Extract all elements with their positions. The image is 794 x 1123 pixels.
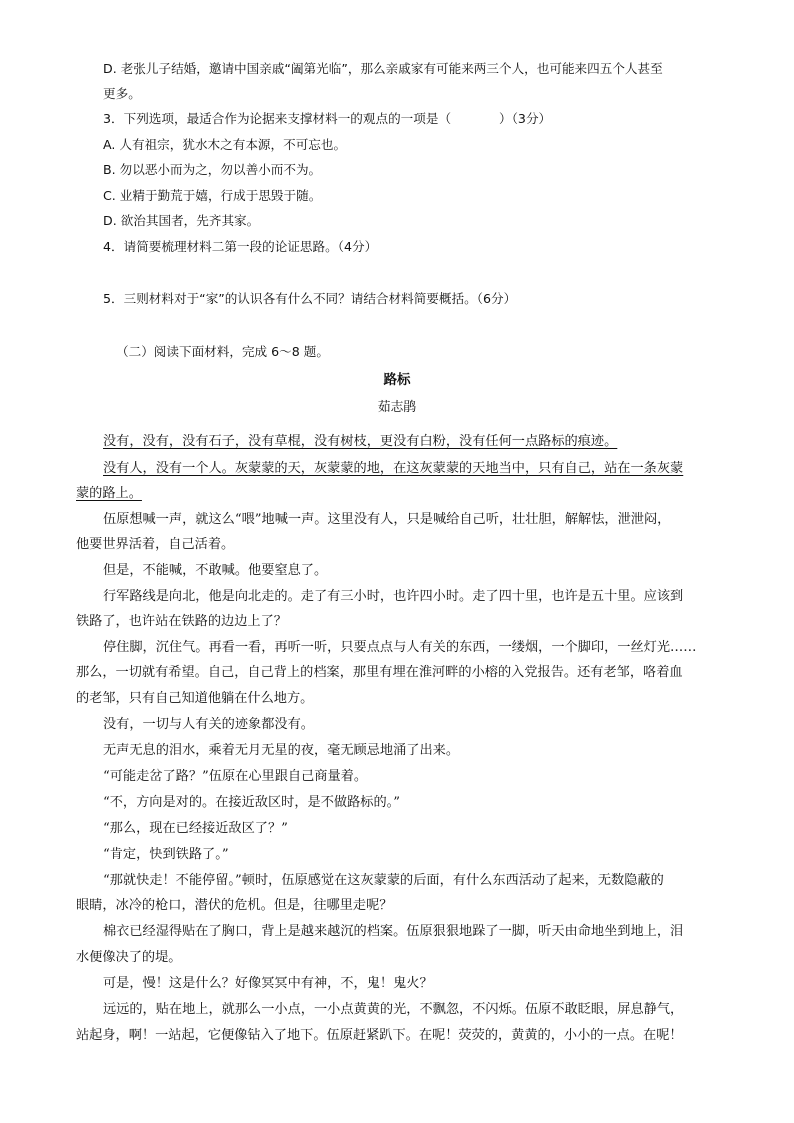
q3-option-d: D. 欲治其国者，先齐其家。 bbox=[103, 213, 260, 228]
story-line: 站起身，啊！一站起，它便像钻入了地下。伍原赶紧趴下。在呢！荧荧的，黄黄的，小小的一点。在呢！ bbox=[76, 1028, 683, 1043]
story-line: 远远的，贴在地上，就那么一小点，一小点黄黄的光，不飘忽，不闪烁。伍原不敢眨眼，屏息静气， bbox=[103, 1002, 684, 1017]
story-line: “那么，现在已经接近敌区了？” bbox=[103, 821, 288, 836]
story-line: “肯定，快到铁路了。” bbox=[103, 847, 229, 862]
story-line: 铁路了，也许站在铁路的边边上了？ bbox=[76, 614, 287, 629]
story-line: 水便像决了的堤。 bbox=[76, 950, 182, 965]
q3-stem-after: ）（3分） bbox=[499, 111, 552, 126]
q3-option-c: C. 业精于勤荒于嬉，行成于思毁于随。 bbox=[103, 188, 322, 203]
q2-option-d-line1: D. 老张儿子结婚，邀请中国亲戚“阖第光临”，那么亲戚家有可能来两三个人，也可能来四五个人甚至 bbox=[103, 61, 663, 76]
story-line: “不，方向是对的。在接近敌区时，是不做路标的。” bbox=[103, 795, 401, 810]
question-4: 4．请简要梳理材料二第一段的论证思路。（4分） bbox=[103, 239, 378, 254]
story-line: 没有人，没有一个人。灰蒙蒙的天，灰蒙蒙的地，在这灰蒙蒙的天地当中，只有自己，站在一条灰蒙 bbox=[103, 461, 684, 476]
story-line: 没有，一切与人有关的迹象都没有。 bbox=[103, 717, 314, 732]
story-line: “那就快走！不能停留。”顿时，伍原感觉在这灰蒙蒙的后面，有什么东西活动了起来，无数隐蔽的 bbox=[103, 873, 664, 888]
q3-stem bbox=[103, 110, 551, 128]
story-line: 无声无息的泪水，乘着无月无星的夜，毫无顾忌地涌了出来。 bbox=[103, 743, 460, 758]
q3-option-a: A. 人有祖宗，犹水木之有本源，不可忘也。 bbox=[103, 137, 347, 152]
q3-option-b: B. 勿以恶小而为之，勿以善小而不为。 bbox=[103, 162, 322, 177]
story-line: 那么，一切就有希望。自己，自己背上的档案，那里有埋在淮河畔的小榕的入党报告。还有老邹，咯着血 bbox=[76, 665, 683, 680]
story-line: 蒙的路上。 bbox=[76, 486, 142, 501]
story-line: 伍原想喊一声，就这么“喂”地喊一声。这里没有人，只是喊给自己听，壮壮胆，解解怯，泄泄闷， bbox=[103, 512, 671, 527]
story-line: 没有，没有，没有石子，没有草棍，没有树枝，更没有白粉，没有任何一点路标的痕迹。 bbox=[103, 434, 618, 449]
story-line: 眼睛，冰冷的枪口，潜伏的危机。但是，往哪里走呢？ bbox=[76, 898, 393, 913]
story-line: 但是，不能喊，不敢喊。他要窒息了。 bbox=[103, 563, 328, 578]
story-line: 他要世界活着，自己活着。 bbox=[76, 537, 235, 552]
story-line: 可是，慢！这是什么？好像冥冥中有神，不，鬼！鬼火？ bbox=[103, 976, 433, 991]
story-line: 的老邹，只有自己知道他躺在什么地方。 bbox=[76, 691, 314, 706]
q2-option-d-line2: 更多。 bbox=[103, 86, 141, 101]
story-author: 茹志鹃 bbox=[377, 400, 417, 415]
story-line: “可能走岔了路？”伍原在心里跟自己商量着。 bbox=[103, 769, 368, 784]
q3-stem-before: 3．下列选项，最适合作为论据来支撑材料一的观点的一项是（ bbox=[103, 111, 452, 126]
question-5: 5．三则材料对于“家”的认识各有什么不同？请结合材料简要概括。（6分） bbox=[103, 291, 517, 306]
story-line: 棉衣已经湿得贴在了胸口，背上是越来越沉的档案。伍原狠狠地跺了一脚，听天由命地坐到地上，泪 bbox=[103, 924, 684, 939]
story-line: 行军路线是向北，他是向北走的。走了有三小时，也许四小时。走了四十里，也许是五十里。应该到 bbox=[103, 589, 684, 604]
section-2-intro: （二）阅读下面材料，完成 6～8 题。 bbox=[116, 344, 329, 359]
story-line: 停住脚，沉住气。再看一看，再听一听，只要点点与人有关的东西，一缕烟，一个脚印，一丝灯光…… bbox=[103, 640, 697, 655]
story-title: 路标 bbox=[383, 372, 411, 388]
